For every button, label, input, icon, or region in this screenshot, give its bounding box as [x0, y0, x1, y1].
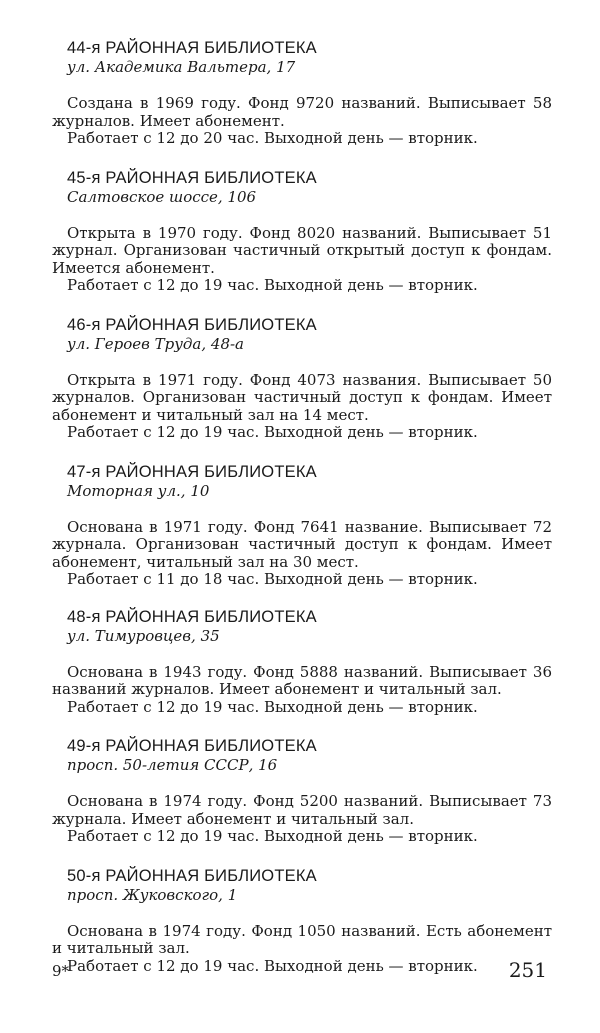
library-hours: Работает с 12 до 20 час. Выходной день — вторник.	[67, 129, 478, 147]
library-address: ул. Академика Вальтера, 17	[67, 58, 296, 76]
library-description: Основана в 1943 году. Фонд 5888 названий. Выписывает 36 названий журналов. Имеет абонемент и читальный зал.	[52, 662, 552, 698]
library-description: Основана в 1971 году. Фонд 7641 название. Выписывает 72 журнала. Организован частичный доступ к фондам. Имеет абонемент, читальный зал на 30 мест.	[52, 517, 552, 571]
library-address: просп. 50-летия СССР, 16	[67, 756, 278, 774]
library-title: 47-я РАЙОННАЯ БИБЛИОТЕКА	[67, 462, 317, 481]
library-hours: Работает с 12 до 19 час. Выходной день — вторник.	[67, 276, 478, 294]
library-address: Моторная ул., 10	[67, 481, 210, 500]
signature-mark: 9*	[52, 962, 70, 980]
library-description: Открыта в 1971 году. Фонд 4073 названия. Выписывает 50 журналов. Организован частичный доступ к фондам. Имеет абонемент и читальный зал на 14 мест.	[52, 370, 552, 424]
library-entry-45	[52, 168, 552, 295]
library-entry-44	[52, 38, 552, 148]
library-address: Салтовское шоссе, 106	[67, 187, 257, 206]
library-hours: Работает с 12 до 19 час. Выходной день — вторник.	[67, 956, 478, 975]
library-title: 46-я РАЙОННАЯ БИБЛИОТЕКА	[67, 315, 317, 334]
library-description: Основана в 1974 году. Фонд 5200 названий. Выписывает 73 журнала. Имеет абонемент и читальный зал.	[52, 792, 552, 828]
library-hours: Работает с 12 до 19 час. Выходной день — вторник.	[67, 697, 478, 716]
library-title: 45-я РАЙОННАЯ БИБЛИОТЕКА	[67, 168, 317, 187]
library-title: 49-я РАЙОННАЯ БИБЛИОТЕКА	[67, 737, 317, 755]
library-description: Основана в 1974 году. Фонд 1050 названий. Есть абонемент и читальный зал.	[52, 921, 552, 957]
library-entry-48	[52, 607, 552, 717]
library-hours: Работает с 12 до 19 час. Выходной день — вторник.	[67, 423, 478, 441]
library-title: 44-я РАЙОННАЯ БИБЛИОТЕКА	[67, 39, 317, 57]
page-number: 251	[508, 958, 547, 982]
library-title: 48-я РАЙОННАЯ БИБЛИОТЕКА	[67, 607, 317, 626]
library-entry-47	[52, 462, 552, 589]
library-address: ул. Героев Труда, 48-а	[67, 334, 244, 353]
library-description: Открыта в 1970 году. Фонд 8020 названий. Выписывает 51 журнал. Организован частичный открытый доступ к фондам. Имеется абонемент.	[52, 223, 552, 277]
library-title: 50-я РАЙОННАЯ БИБЛИОТЕКА	[67, 866, 317, 885]
library-entry-49	[52, 736, 552, 846]
library-address: ул. Тимуровцев, 35	[67, 626, 220, 645]
page-footer	[52, 958, 552, 982]
page-content	[52, 38, 552, 995]
library-description: Создана в 1969 году. Фонд 9720 названий. Выписывает 58 журналов. Имеет абонемент.	[52, 94, 552, 130]
library-entry-46	[52, 315, 552, 442]
library-hours: Работает с 12 до 19 час. Выходной день — вторник.	[67, 827, 478, 845]
library-hours: Работает с 11 до 18 час. Выходной день — вторник.	[67, 570, 478, 588]
library-address: просп. Жуковского, 1	[67, 885, 238, 904]
